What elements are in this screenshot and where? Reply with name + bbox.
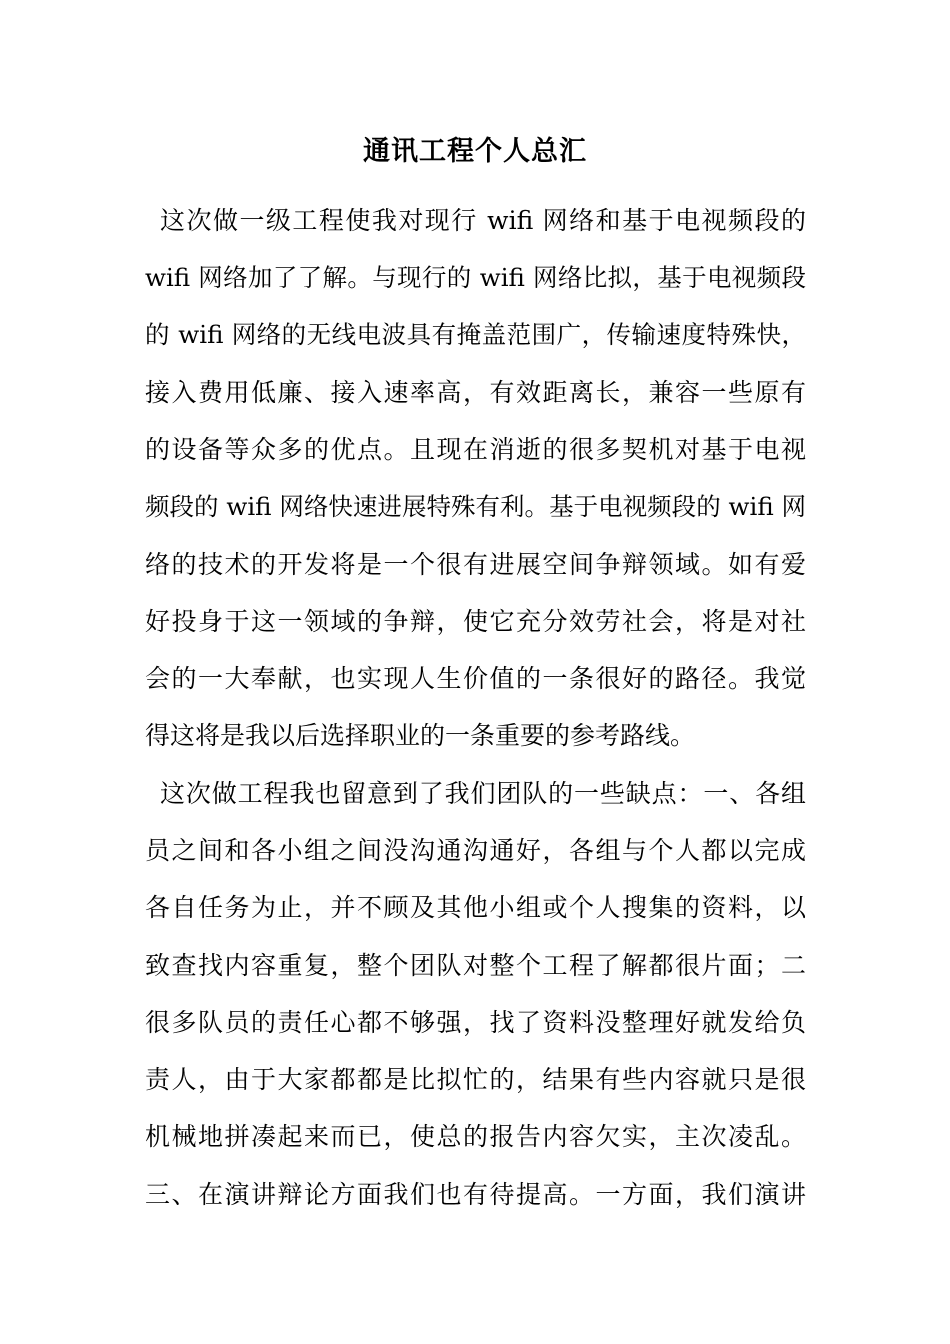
paragraph-1-line-2: wifi 网络加了了解。与现行的 wifi 网络比拟，基于电视频段 — [145, 263, 806, 292]
paragraph-2-line-2: 员之间和各小组之间没沟通沟通好，各组与个人都以完成 — [145, 836, 806, 865]
paragraph-2-line-8: 三、在演讲辩论方面我们也有待提高。一方面，我们演讲 — [145, 1180, 806, 1209]
paragraph-2-line-7: 机械地拼凑起来而已，使总的报告内容欠实，主次凌乱。 — [145, 1122, 806, 1151]
paragraph-1-line-3: 的 wifi 网络的无线电波具有掩盖范围广，传输速度特殊快， — [145, 320, 806, 349]
paragraph-2-line-3: 各自任务为止，并不顾及其他小组或个人搜集的资料，以 — [145, 893, 806, 922]
paragraph-1-line-5: 的设备等众多的优点。且现在消逝的很多契机对基于电视 — [145, 435, 806, 464]
document-title: 通讯工程个人总汇 — [363, 136, 587, 167]
paragraph-2-line-4: 致查找内容重复，整个团队对整个工程了解都很片面；二 — [145, 951, 806, 980]
paragraph-1-line-6: 频段的 wifi 网络快速进展特殊有利。基于电视频段的 wifi 网 — [145, 492, 806, 521]
paragraph-1-line-7: 络的技术的开发将是一个很有进展空间争辩领域。如有爱 — [145, 550, 806, 579]
paragraph-1-line-9: 会的一大奉献，也实现人生价值的一条很好的路径。我觉 — [145, 664, 806, 693]
paragraph-2-line-5: 很多队员的责任心都不够强，找了资料没整理好就发给负 — [145, 1008, 806, 1037]
paragraph-2-line-6: 责人，由于大家都都是比拟忙的，结果有些内容就只是很 — [145, 1065, 806, 1094]
paragraph-1-line-4: 接入费用低廉、接入速率高，有效距离长，兼容一些原有 — [145, 378, 806, 407]
paragraph-1-line-8: 好投身于这一领域的争辩，使它充分效劳社会，将是对社 — [145, 607, 806, 636]
paragraph-1-line-10: 得这将是我以后选择职业的一条重要的参考路线。 — [145, 721, 696, 750]
paragraph-2-line-1: 这次做工程我也留意到了我们团队的一些缺点：一、各组 — [160, 779, 806, 808]
paragraph-1-line-1: 这次做一级工程使我对现行 wifi 网络和基于电视频段的 — [160, 206, 806, 235]
